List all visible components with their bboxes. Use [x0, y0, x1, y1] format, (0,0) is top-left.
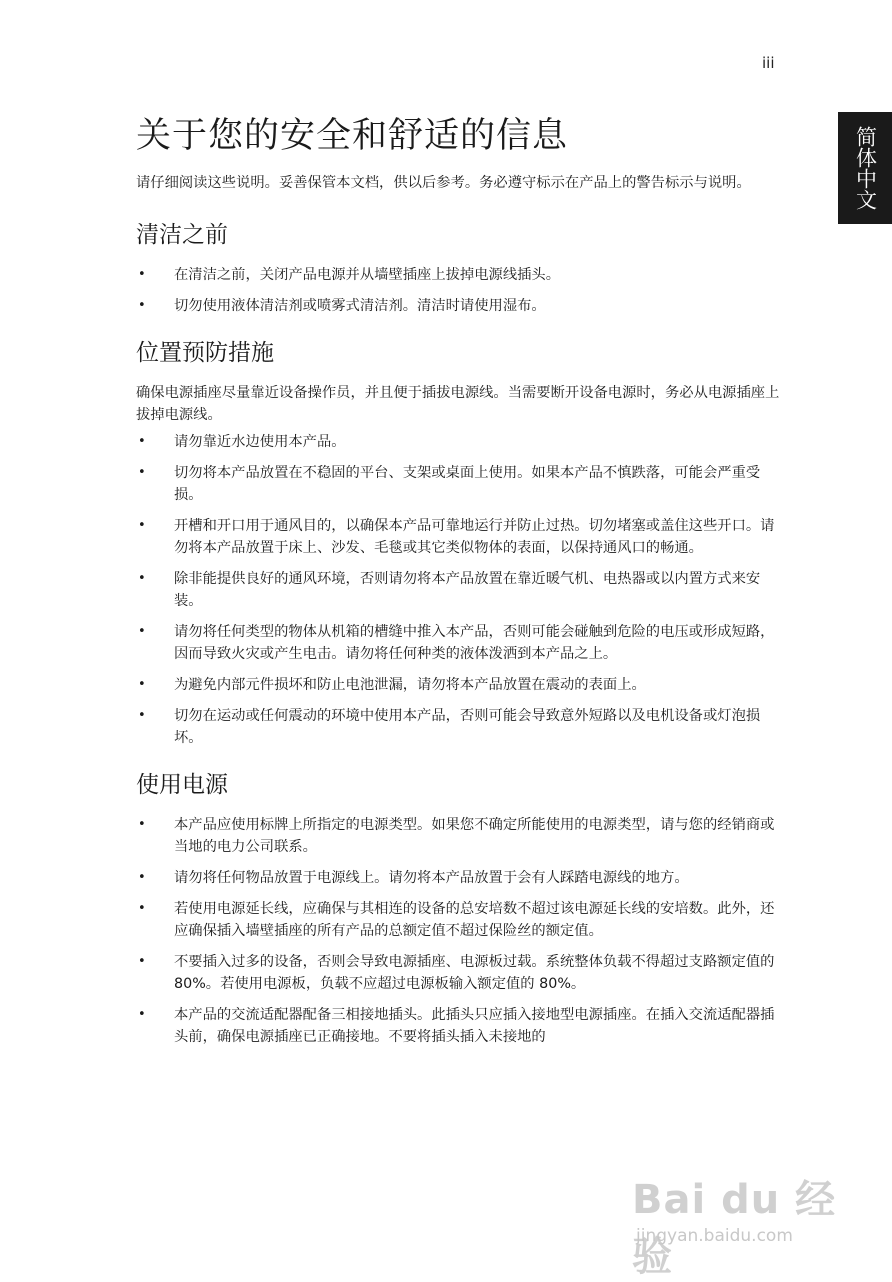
- bullet-icon: •: [138, 465, 146, 480]
- list-item: [136, 814, 786, 858]
- list-item-text: 在清洁之前，关闭产品电源并从墙壁插座上拔掉电源线插头。: [174, 267, 561, 283]
- bullet-icon: •: [138, 298, 146, 313]
- cleaning-list: [136, 264, 786, 317]
- power-list: [136, 814, 786, 1048]
- list-item-text: 切勿在运动或任何震动的环境中使用本产品，否则可能会导致意外短路以及电机设备或灯泡损坏。: [174, 708, 761, 746]
- bullet-icon: •: [138, 870, 146, 885]
- list-item-text: 为避免内部元件损坏和防止电池泄漏，请勿将本产品放置在震动的表面上。: [174, 677, 646, 693]
- bullet-icon: •: [138, 677, 146, 692]
- list-item: [136, 951, 786, 995]
- list-item: [136, 705, 786, 749]
- list-item: [136, 295, 786, 317]
- bullet-icon: •: [138, 624, 146, 639]
- bullet-icon: •: [138, 518, 146, 533]
- list-item: [136, 264, 786, 286]
- list-item: [136, 1004, 786, 1048]
- location-paragraph: 确保电源插座尽量靠近设备操作员，并且便于插拔电源线。当需要断开设备电源时，务必从电源插座上拔掉电源线。: [136, 385, 780, 423]
- list-item-text: 不要插入过多的设备，否则会导致电源插座、电源板过载。系统整体负载不得超过支路额定值的 80%。若使用电源板，负载不应超过电源板输入额定值的 80%。: [174, 954, 775, 992]
- list-item-text: 请勿将任何物品放置于电源线上。请勿将本产品放置于会有人踩踏电源线的地方。: [174, 870, 689, 886]
- list-item-text: 除非能提供良好的通风环境，否则请勿将本产品放置在靠近暖气机、电热器或以内置方式来安装。: [174, 571, 761, 609]
- watermark-brand: Bai du 经验: [632, 1177, 837, 1280]
- bullet-icon: •: [138, 267, 146, 282]
- list-item-text: 切勿将本产品放置在不稳固的平台、支架或桌面上使用。如果本产品不慎跌落，可能会严重受损。: [174, 465, 761, 503]
- section-heading-location: 位置预防措施: [136, 340, 274, 366]
- page-title: 关于您的安全和舒适的信息: [136, 116, 569, 156]
- section-heading-cleaning: 清洁之前: [136, 222, 228, 248]
- bullet-icon: •: [138, 708, 146, 723]
- bullet-icon: •: [138, 571, 146, 586]
- bullet-icon: •: [138, 954, 146, 969]
- page-number: iii: [762, 54, 775, 72]
- section-heading-power: 使用电源: [136, 772, 228, 798]
- document-content: [136, 114, 786, 1057]
- language-tab: 简体中文: [838, 112, 892, 224]
- list-item: [136, 674, 786, 696]
- list-item-text: 本产品的交流适配器配备三相接地插头。此插头只应插入接地型电源插座。在插入交流适配器插头前，确保电源插座已正确接地。不要将插头插入未接地的: [174, 1007, 775, 1045]
- list-item: [136, 515, 786, 559]
- bullet-icon: •: [138, 1007, 146, 1022]
- list-item: [136, 568, 786, 612]
- watermark-logo: [632, 1168, 872, 1280]
- list-item: [136, 898, 786, 942]
- intro-paragraph: 请仔细阅读这些说明。妥善保管本文档，供以后参考。务必遵守标示在产品上的警告标示与说明。: [136, 175, 751, 191]
- watermark-url: jingyan.baidu.com: [636, 1226, 793, 1246]
- location-list: [136, 431, 786, 749]
- list-item: [136, 867, 786, 889]
- list-item: [136, 621, 786, 665]
- bullet-icon: •: [138, 817, 146, 832]
- list-item-text: 请勿将任何类型的物体从机箱的槽缝中推入本产品，否则可能会碰触到危险的电压或形成短路，因而导致火灾或产生电击。请勿将任何种类的液体泼洒到本产品之上。: [174, 624, 775, 662]
- list-item-text: 若使用电源延长线，应确保与其相连的设备的总安培数不超过该电源延长线的安培数。此外，还应确保插入墙壁插座的所有产品的总额定值不超过保险丝的额定值。: [174, 901, 775, 939]
- list-item-text: 切勿使用液体清洁剂或喷雾式清洁剂。清洁时请使用湿布。: [174, 298, 546, 314]
- list-item-text: 本产品应使用标牌上所指定的电源类型。如果您不确定所能使用的电源类型，请与您的经销商或当地的电力公司联系。: [174, 817, 775, 855]
- bullet-icon: •: [138, 901, 146, 916]
- bullet-icon: •: [138, 434, 146, 449]
- list-item: [136, 462, 786, 506]
- list-item: [136, 431, 786, 453]
- list-item-text: 开槽和开口用于通风目的，以确保本产品可靠地运行并防止过热。切勿堵塞或盖住这些开口。请勿将本产品放置于床上、沙发、毛毯或其它类似物体的表面，以保持通风口的畅通。: [174, 518, 775, 556]
- list-item-text: 请勿靠近水边使用本产品。: [174, 434, 346, 450]
